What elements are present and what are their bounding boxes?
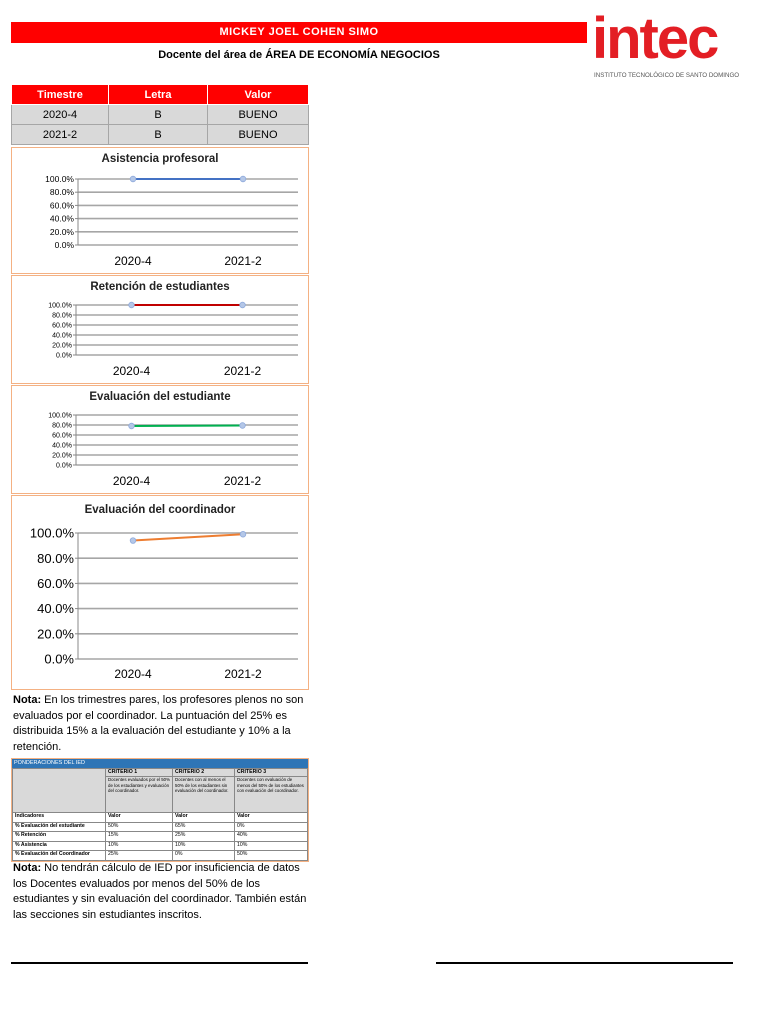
y-tick-label: 80.0%	[52, 422, 72, 430]
y-tick-label: 40.0%	[37, 601, 74, 617]
valor-label: Valor	[106, 813, 173, 823]
chart-title: Asistencia profesoral	[101, 153, 219, 165]
ponderaciones-header-row	[13, 813, 308, 823]
x-tick-label: 2020-4	[112, 364, 151, 378]
chart-evaluacion-coordinador	[11, 495, 309, 690]
cell-letra: B	[109, 105, 208, 125]
y-tick-label: 100.0%	[48, 302, 72, 310]
y-tick-label: 60.0%	[52, 432, 72, 440]
table-row	[12, 105, 309, 125]
note-ied	[13, 861, 311, 923]
x-tick-label: 2020-4	[112, 474, 151, 488]
grades-table	[11, 84, 309, 145]
indicator-name: % Evaluación del Coordinador	[13, 851, 106, 861]
indicator-value: 25%	[173, 832, 235, 842]
note-text: No tendrán cálculo de IED por insuficiencia de datos los Docentes evaluados por menos del 50% de los estudiantes y sin evaluación del coordinador. También están las secciones sin estudiantes inscritos.	[13, 862, 307, 921]
chart-title: Retención de estudiantes	[90, 281, 230, 293]
data-point	[240, 423, 246, 429]
logo-subtitle: INSTITUTO TECNOLÓGICO DE SANTO DOMINGO	[594, 72, 740, 79]
y-tick-label: 60.0%	[52, 322, 72, 330]
y-tick-label: 100.0%	[45, 173, 74, 184]
chart-evaluacion-estudiante	[11, 385, 309, 494]
criterio-2-desc: Docentes con al menos el 50% de los estudiantes sin evaluación del coordinador.	[173, 777, 235, 813]
y-tick-label: 20.0%	[52, 452, 72, 460]
chart-svg	[12, 148, 308, 273]
indicator-name: % Asistencia	[13, 841, 106, 851]
valor-label: Valor	[173, 813, 235, 823]
table-row	[13, 832, 308, 842]
x-tick-label: 2020-4	[114, 254, 152, 268]
signature-line-left	[11, 962, 308, 964]
indicator-value: 0%	[235, 822, 308, 832]
data-point	[130, 176, 136, 182]
cell-valor: BUENO	[208, 105, 309, 125]
indicadores-label: Indicadores	[13, 813, 106, 823]
y-tick-label: 80.0%	[49, 187, 74, 198]
indicator-value: 65%	[173, 822, 235, 832]
y-tick-label: 40.0%	[49, 213, 74, 224]
ponderaciones-table	[11, 758, 309, 862]
criterio-2: CRITERIO 2	[173, 769, 235, 777]
cell-trimestre: 2021-2	[12, 125, 109, 145]
indicator-value: 25%	[106, 851, 173, 861]
x-tick-label: 2021-2	[223, 474, 262, 488]
indicator-value: 15%	[106, 832, 173, 842]
series-line	[133, 534, 243, 540]
ponderaciones-title: PONDERACIONES DEL IED	[12, 759, 308, 768]
criterio-1: CRITERIO 1	[106, 769, 173, 777]
cell-trimestre: 2020-4	[12, 105, 109, 125]
department-subtitle: Docente del área de ÁREA DE ECONOMÍA NEGOCIOS	[158, 49, 440, 61]
data-point	[240, 176, 246, 182]
chart-title: Evaluación del coordinador	[84, 504, 236, 516]
empty-corner	[13, 769, 106, 813]
chart-svg	[12, 276, 308, 383]
data-point	[130, 538, 136, 544]
chart-svg	[12, 496, 308, 689]
y-tick-label: 0.0%	[56, 462, 72, 470]
header-valor: Valor	[208, 85, 309, 105]
chart-title: Evaluación del estudiante	[89, 391, 231, 403]
y-tick-label: 60.0%	[49, 200, 74, 211]
y-tick-label: 80.0%	[37, 550, 74, 566]
criterio-1-desc: Docentes evaluados por el 50% de los estudiantes y evaluación del coordinador.	[106, 777, 173, 813]
chart-svg	[12, 386, 308, 493]
table-row	[13, 822, 308, 832]
y-tick-label: 0.0%	[44, 651, 74, 667]
x-tick-label: 2021-2	[224, 667, 262, 681]
criterio-3-desc: Docentes con evaluación de menos del 50% de los estudiantes con evaluación del coordinador.	[235, 777, 308, 813]
data-point	[240, 531, 246, 537]
indicator-value: 0%	[173, 851, 235, 861]
intec-logo	[590, 6, 740, 82]
x-tick-label: 2021-2	[223, 364, 262, 378]
table-row	[12, 125, 309, 145]
y-tick-label: 60.0%	[37, 575, 74, 591]
indicator-value: 50%	[235, 851, 308, 861]
y-tick-label: 100.0%	[29, 525, 74, 541]
note-pares	[13, 693, 311, 755]
y-tick-label: 100.0%	[48, 412, 72, 420]
indicator-value: 10%	[235, 841, 308, 851]
cell-letra: B	[109, 125, 208, 145]
signature-line-right	[436, 962, 733, 964]
note-label: Nota:	[13, 694, 42, 706]
y-tick-label: 40.0%	[52, 332, 72, 340]
data-point	[129, 423, 135, 429]
y-tick-label: 20.0%	[49, 226, 74, 237]
indicator-value: 50%	[106, 822, 173, 832]
table-row	[13, 851, 308, 861]
indicator-name: % Retención	[13, 832, 106, 842]
chart-asistencia	[11, 147, 309, 274]
cell-valor: BUENO	[208, 125, 309, 145]
y-tick-label: 20.0%	[52, 342, 72, 350]
teacher-name-bar: MICKEY JOEL COHEN SIMO	[11, 22, 587, 43]
data-point	[129, 302, 135, 308]
y-tick-label: 20.0%	[37, 626, 74, 642]
criterio-3: CRITERIO 3	[235, 769, 308, 777]
x-tick-label: 2020-4	[114, 667, 152, 681]
indicator-value: 10%	[173, 841, 235, 851]
logo-wordmark: intec	[592, 6, 718, 71]
grades-header-row	[12, 85, 309, 105]
y-tick-label: 0.0%	[54, 239, 74, 250]
indicator-value: 40%	[235, 832, 308, 842]
header-trimestre: Timestre	[12, 85, 109, 105]
indicator-name: % Evaluación del estudiante	[13, 822, 106, 832]
table-row	[13, 841, 308, 851]
valor-label: Valor	[235, 813, 308, 823]
chart-retencion	[11, 275, 309, 384]
indicator-value: 10%	[106, 841, 173, 851]
x-tick-label: 2021-2	[224, 254, 262, 268]
header-letra: Letra	[109, 85, 208, 105]
y-tick-label: 80.0%	[52, 312, 72, 320]
y-tick-label: 40.0%	[52, 442, 72, 450]
series-line	[132, 426, 243, 427]
note-text: En los trimestres pares, los profesores plenos no son evaluados por el coordinador. La puntuación del 25% es distribuida 15% a la evaluación del estudiante y 10% a la retención.	[13, 694, 304, 753]
data-point	[240, 302, 246, 308]
y-tick-label: 0.0%	[56, 352, 72, 360]
note-label: Nota:	[13, 862, 42, 874]
